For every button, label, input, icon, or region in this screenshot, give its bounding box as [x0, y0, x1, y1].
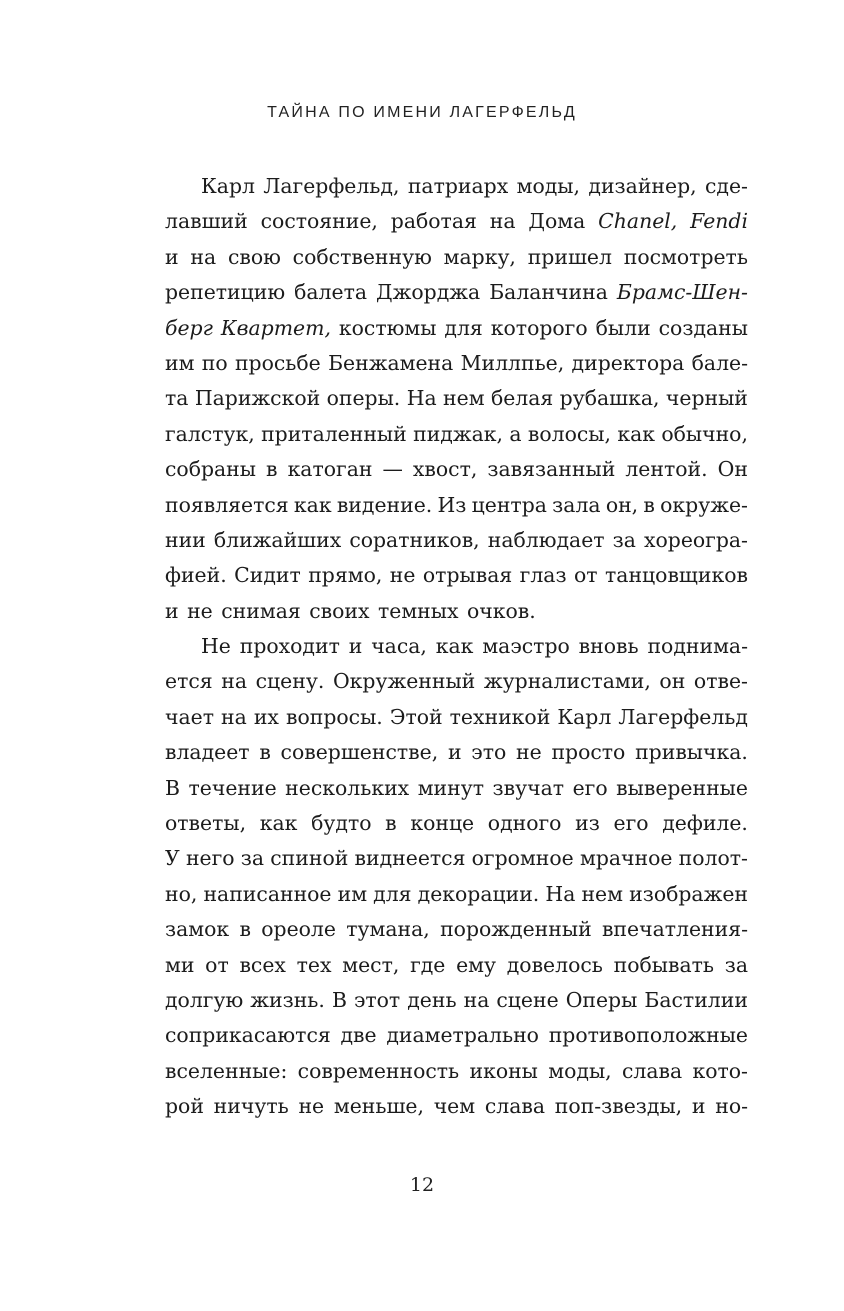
text-line — [165, 346, 748, 381]
text-line — [165, 204, 748, 239]
text-line — [165, 806, 748, 841]
text-line — [165, 877, 748, 912]
text-line — [165, 841, 748, 876]
word: В — [331, 987, 347, 1012]
word: моды, — [548, 1058, 612, 1083]
word: пиджак, — [413, 421, 503, 446]
word: его — [613, 811, 649, 836]
word: Из — [437, 492, 467, 517]
word: Бастилии — [644, 987, 748, 1012]
word: вопросы. — [285, 704, 383, 729]
word: от — [574, 563, 598, 588]
word: фией. — [165, 563, 227, 588]
word: ореоле — [261, 917, 336, 942]
word: костюмы — [338, 315, 437, 340]
text-line — [165, 700, 748, 735]
running-head: ТАЙНА ПО ИМЕНИ ЛАГЕРФЕЛЬД — [267, 104, 577, 121]
word: него — [185, 846, 235, 871]
word: владеет — [165, 740, 250, 765]
word: выверенные — [616, 775, 748, 800]
word: часа, — [371, 634, 427, 659]
word: и — [165, 598, 179, 623]
word: им — [337, 881, 368, 906]
word: Chanel, — [598, 209, 678, 234]
word: и — [165, 244, 179, 269]
word: Дома — [528, 209, 586, 234]
word: виднеется — [354, 846, 466, 871]
word: работая — [390, 209, 477, 234]
word: хвост, — [412, 457, 478, 482]
word: для — [373, 881, 412, 906]
word: звучат — [492, 775, 565, 800]
word: посмотреть — [623, 244, 748, 269]
word: жизнь. — [250, 987, 325, 1012]
word: мрачное — [579, 846, 673, 871]
word: он — [659, 669, 686, 694]
word: ответы, — [165, 811, 247, 836]
word: снимая — [221, 598, 301, 623]
word: тумана, — [346, 917, 430, 942]
word: нем — [581, 881, 623, 906]
word: а — [509, 421, 522, 446]
word: как — [293, 492, 332, 517]
word: ется — [165, 669, 213, 694]
word: катоган — [287, 457, 373, 482]
word: течение — [188, 775, 277, 800]
word: и — [691, 1094, 706, 1119]
word: будто — [311, 811, 372, 836]
word: на — [221, 704, 247, 729]
word: рой — [165, 1094, 204, 1119]
text-line — [165, 948, 748, 983]
word: наблюдает — [487, 527, 605, 552]
word: противоположные — [548, 1023, 748, 1048]
word: Квартет, — [220, 315, 331, 340]
word: зала — [552, 492, 601, 517]
word: изображен — [629, 881, 748, 906]
word: которого — [490, 315, 588, 340]
word: проходит — [239, 634, 340, 659]
word: это — [471, 740, 507, 765]
word: кото- — [692, 1058, 748, 1083]
word: рубашка, — [559, 386, 660, 411]
word: были — [595, 315, 651, 340]
word: берг — [165, 315, 213, 340]
text-line — [165, 629, 748, 664]
word: диаметрально — [386, 1023, 539, 1048]
text-line — [165, 771, 748, 806]
word: марку, — [443, 244, 516, 269]
word: им — [165, 350, 195, 375]
word: порожденный — [440, 917, 592, 942]
word: минут — [417, 775, 485, 800]
word: вселенные: — [165, 1058, 288, 1083]
word: иконы — [469, 1058, 538, 1083]
text-line — [165, 983, 748, 1018]
word: не — [389, 563, 416, 588]
word: меньше, — [333, 1094, 424, 1119]
word: Баланчина — [489, 280, 608, 305]
word: довелось — [506, 952, 603, 977]
word: журналистами, — [483, 669, 651, 694]
text-line — [165, 912, 748, 947]
word: его — [572, 775, 608, 800]
word: Окруженный — [332, 669, 476, 694]
word: за — [240, 846, 265, 871]
word: дефиле. — [662, 811, 748, 836]
word: ближайших — [213, 527, 342, 552]
word: чает — [165, 704, 214, 729]
text-line — [165, 381, 748, 416]
word: — — [382, 457, 403, 482]
word: Не — [201, 634, 231, 659]
word: не — [298, 1094, 325, 1119]
word: одного — [487, 811, 562, 836]
text-line — [165, 523, 748, 558]
word: приталенный — [261, 421, 407, 446]
word: от — [205, 952, 229, 977]
word: хореогра- — [643, 527, 748, 552]
word: нескольких — [285, 775, 410, 800]
word: глаз — [519, 563, 567, 588]
text-line — [165, 1018, 748, 1053]
word: Лагерфельд, — [263, 174, 400, 198]
word: за — [724, 952, 748, 977]
word: Оперы — [565, 987, 638, 1012]
word: отрывая — [422, 563, 513, 588]
word: патриарх — [407, 174, 509, 198]
word: своих — [309, 598, 370, 623]
word: побывать — [613, 952, 714, 977]
page-number: 12 — [409, 1174, 435, 1196]
word: Этой — [389, 704, 443, 729]
word: сцену. — [255, 669, 325, 694]
word: написанное — [203, 881, 332, 906]
text-line — [165, 169, 748, 204]
word: лавший — [165, 209, 248, 234]
word: всех — [239, 952, 286, 977]
word: свою — [227, 244, 281, 269]
word: созданы — [658, 315, 748, 340]
word: Fendi — [690, 209, 748, 234]
word: сде- — [705, 174, 748, 198]
word: привычка. — [635, 740, 748, 765]
word: по — [201, 350, 228, 375]
word: та — [165, 386, 189, 411]
text-line — [165, 275, 748, 310]
text-line — [165, 488, 748, 523]
word: на — [489, 209, 516, 234]
word: но- — [715, 1094, 748, 1119]
word: современность — [297, 1058, 460, 1083]
word: соратников, — [349, 527, 480, 552]
word: У — [165, 846, 180, 871]
word: огромное — [471, 846, 574, 871]
word: собственную — [292, 244, 432, 269]
text-line — [165, 1089, 748, 1124]
word: видение. — [336, 492, 433, 517]
word: как — [259, 811, 298, 836]
body-text — [165, 169, 748, 1125]
word: маэстро — [482, 634, 570, 659]
word: для — [444, 315, 483, 340]
word: не — [516, 740, 542, 765]
word: завязанный — [487, 457, 616, 482]
word: впечатления- — [601, 917, 748, 942]
word: он, — [605, 492, 639, 517]
word: волосы, — [527, 421, 611, 446]
word: техникой — [449, 704, 551, 729]
word: репетицию — [165, 280, 286, 305]
word: ничуть — [213, 1094, 289, 1119]
text-line — [165, 417, 748, 452]
word: но, — [165, 881, 198, 906]
word: балета — [294, 280, 368, 305]
word: поп-звезды, — [554, 1094, 683, 1119]
word: за — [612, 527, 636, 552]
word: очков. — [466, 598, 536, 623]
word: как — [617, 421, 655, 446]
word: конце — [410, 811, 475, 836]
word: нем — [443, 386, 485, 411]
word: тех — [296, 952, 332, 977]
word: поднима- — [647, 634, 748, 659]
word: Миллпье, — [460, 350, 565, 375]
word: в — [266, 457, 278, 482]
text-line — [165, 735, 748, 770]
word: Брамс-Шен- — [616, 280, 748, 305]
word: в — [239, 917, 251, 942]
word: отве- — [693, 669, 748, 694]
word: день — [407, 987, 457, 1012]
word: Джорджа — [376, 280, 481, 305]
word: бале- — [691, 350, 748, 375]
word: дизайнер, — [588, 174, 697, 198]
word: слава — [484, 1094, 546, 1119]
text-line — [165, 558, 748, 593]
word: Он — [717, 457, 748, 482]
text-line — [165, 240, 748, 275]
word: На — [406, 386, 437, 411]
word: Парижской — [194, 386, 321, 411]
word: две — [340, 1023, 377, 1048]
word: оперы. — [326, 386, 401, 411]
word: слава — [621, 1058, 683, 1083]
word: обычно, — [661, 421, 748, 446]
word: декорации. — [417, 881, 540, 906]
word: их — [253, 704, 279, 729]
word: вновь — [578, 634, 639, 659]
word: из — [575, 811, 600, 836]
word: просьбе — [234, 350, 321, 375]
text-line — [165, 594, 748, 629]
word: на — [190, 244, 217, 269]
word: на — [463, 987, 490, 1012]
word: галстук, — [165, 421, 255, 446]
word: просто — [551, 740, 626, 765]
word: и — [447, 740, 462, 765]
word: ми — [165, 952, 195, 977]
word: чем — [433, 1094, 476, 1119]
text-line — [165, 1054, 748, 1089]
word: в — [643, 492, 655, 517]
word: танцовщиков — [605, 563, 748, 588]
text-line — [165, 311, 748, 346]
word: на — [221, 669, 248, 694]
word: ему — [456, 952, 497, 977]
word: замок — [165, 917, 230, 942]
word: в — [385, 811, 397, 836]
word: нии — [165, 527, 206, 552]
word: моды, — [516, 174, 581, 198]
word: где — [410, 952, 446, 977]
word: соприкасаются — [165, 1023, 331, 1048]
word: не — [187, 598, 213, 623]
word: Карл — [557, 704, 612, 729]
word: собраны — [165, 457, 257, 482]
word: директора — [571, 350, 685, 375]
word: полот- — [678, 846, 748, 871]
word: как — [435, 634, 474, 659]
word: совершенстве, — [280, 740, 439, 765]
word: Лагерфельд — [618, 704, 748, 729]
word: появляется — [165, 492, 289, 517]
word: мест, — [342, 952, 400, 977]
word: и — [348, 634, 363, 659]
word: состояние, — [260, 209, 378, 234]
word: спиной — [270, 846, 349, 871]
word: долгую — [165, 987, 244, 1012]
word: Сидит — [234, 563, 301, 588]
word: В — [165, 775, 180, 800]
word: сцене — [496, 987, 559, 1012]
text-line — [165, 452, 748, 487]
word: в — [259, 740, 271, 765]
word: черный — [665, 386, 748, 411]
word: центра — [471, 492, 547, 517]
word: этот — [353, 987, 401, 1012]
text-line — [165, 664, 748, 699]
word: прямо, — [308, 563, 383, 588]
word: На — [545, 881, 576, 906]
word: Карл — [201, 174, 255, 198]
word: темных — [377, 598, 459, 623]
word: окруже- — [660, 492, 748, 517]
word: лентой. — [625, 457, 708, 482]
word: Бенжамена — [328, 350, 454, 375]
word: пришел — [527, 244, 612, 269]
word: белая — [490, 386, 554, 411]
